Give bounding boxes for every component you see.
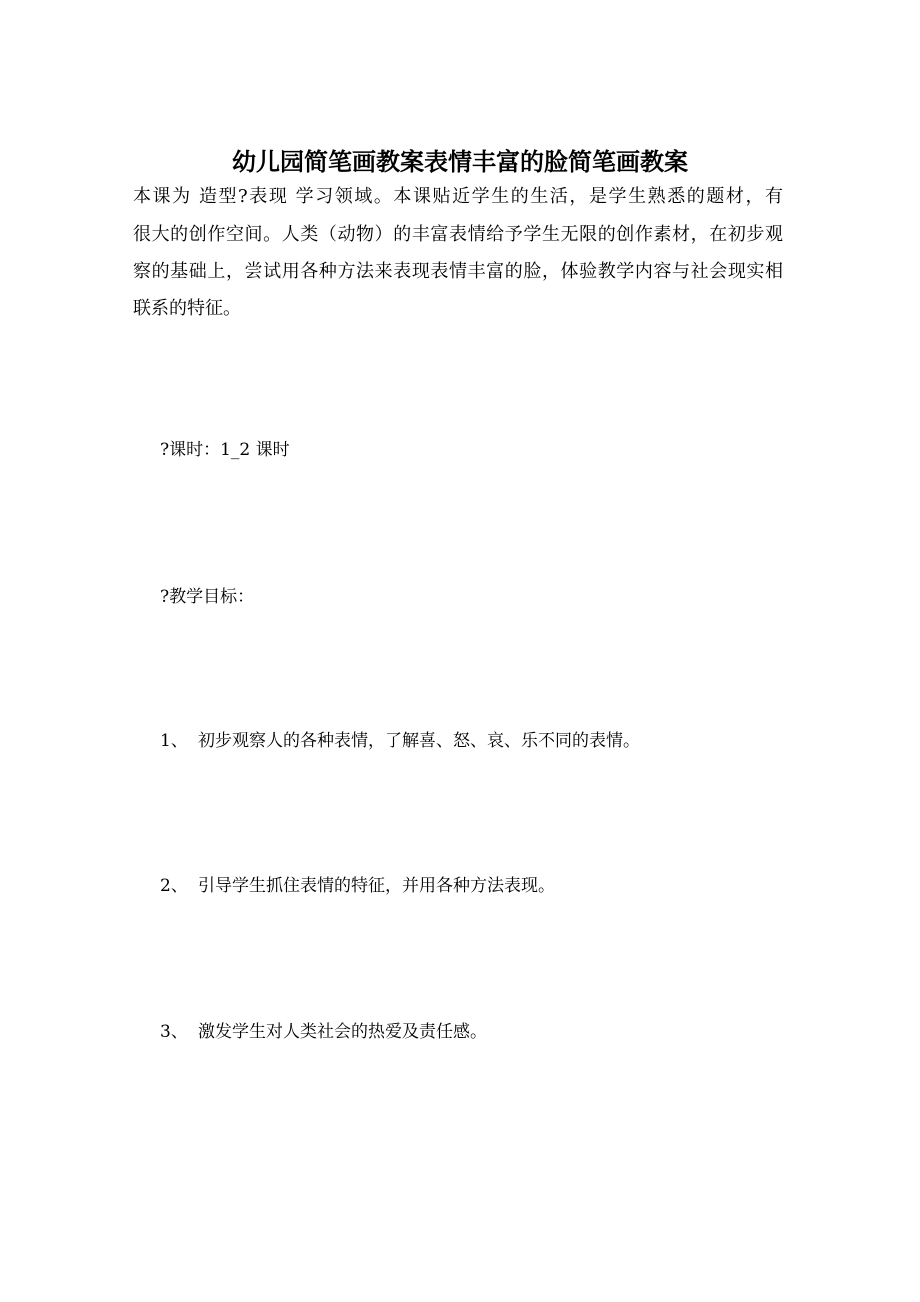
objective-item: [160, 1020, 487, 1044]
objectives-heading: ?教学目标：: [160, 587, 255, 607]
document-title: 幼儿园简笔画教案表情丰富的脸简笔画教案: [232, 148, 688, 176]
objective-number: 1、: [160, 731, 188, 751]
objective-number: 3、: [160, 1022, 188, 1042]
objective-text: 激发学生对人类社会的热爱及责任感。: [198, 1022, 487, 1042]
class-hours: ?课时：1_2 课时: [160, 440, 290, 460]
objective-number: 2、: [160, 876, 188, 896]
objective-item: [160, 874, 555, 898]
objective-text: 初步观察人的各种表情，了解喜、怒、哀、乐不同的表情。: [198, 731, 640, 751]
objective-text: 引导学生抓住表情的特征，并用各种方法表现。: [198, 876, 555, 896]
objective-item: [160, 729, 640, 753]
intro-line: 本课为 造型?表现 学习领域。本课贴近学生的生活，是学生熟悉的题材，有: [133, 186, 783, 207]
intro-line: 很大的创作空间。人类（动物）的丰富表情给予学生无限的创作素材，在初步观: [133, 224, 783, 245]
intro-line: 察的基础上，尝试用各种方法来表现表情丰富的脸，体验教学内容与社会现实相: [133, 261, 783, 282]
intro-line: 联系的特征。: [133, 298, 241, 319]
